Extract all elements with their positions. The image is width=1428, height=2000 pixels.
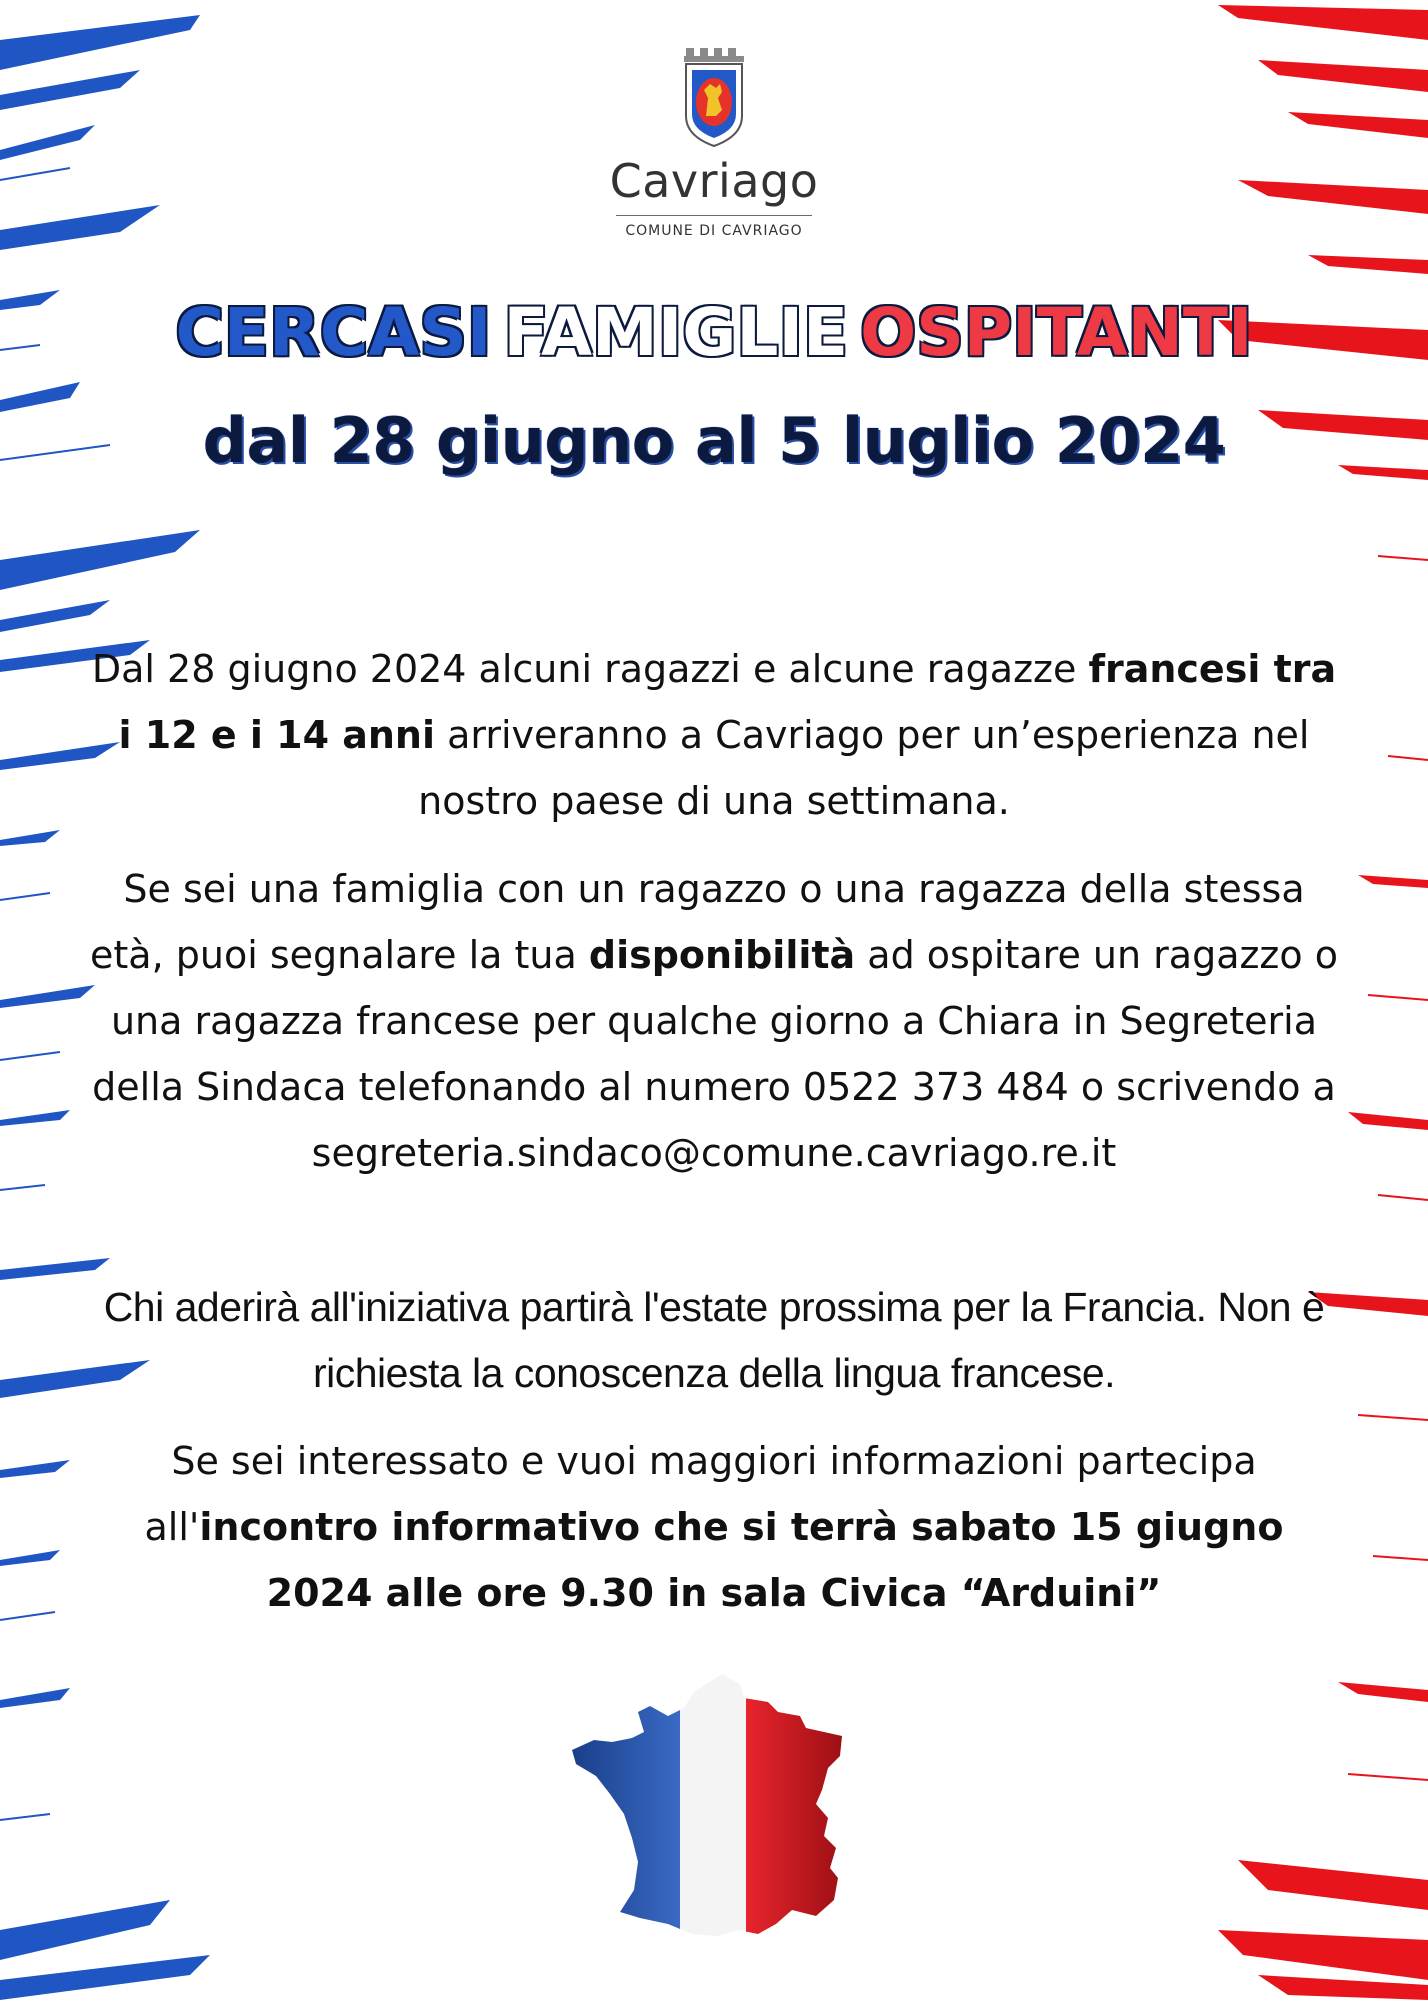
- paragraph-intro-text-b: arriveranno a Cavriago per un’esperienza nel nostro paese di una settimana.: [418, 713, 1310, 823]
- headline: [0, 294, 1428, 371]
- paragraph-next-summer: Chi aderirà all'iniziativa partirà l'estate prossima per la Francia. Non è richiesta la conoscenza della lingua francese.: [103, 1284, 1325, 1396]
- paragraph-intro: [90, 636, 1338, 834]
- paragraph-intro-bold: francesi tra i 12 e i 14 anni: [118, 647, 1337, 757]
- paragraph-availability-text-b: ad ospitare un ragazzo o una ragazza francese per qualche giorno a Chiara in Segreteria della Sindaca telefonando al numero 0522 373 484 o scrivendo a segreteria.sindaco@comune.cavriago.re.it: [92, 933, 1338, 1175]
- paragraph-availability-text-a: Se sei una famiglia con un ragazzo o una ragazza della stessa età, puoi segnalare la tua: [90, 867, 1305, 977]
- france-flag-map-icon: [572, 1672, 846, 1942]
- lion-crest-icon: [680, 44, 748, 150]
- paragraph-meeting-text-a: Se sei interessato e vuoi maggiori informazioni partecipa all': [144, 1439, 1257, 1549]
- headline-dates: dal 28 giugno al 5 luglio 2024: [202, 404, 1226, 477]
- paragraph-meeting-bold: incontro informativo che si terrà sabato 15 giugno 2024 alle ore 9.30 in sala Civica “Arduini”: [199, 1505, 1284, 1615]
- logo-divider: [616, 215, 812, 216]
- headline-word-cercasi: CERCASI: [175, 294, 492, 371]
- paragraph-availability: [90, 856, 1338, 1186]
- paragraph-availability-bold: disponibilità: [588, 933, 856, 977]
- headline-word-ospitanti: OSPITANTI: [860, 294, 1253, 371]
- headline-word-famiglie: FAMIGLIE: [503, 294, 849, 371]
- logo-title: Cavriago: [609, 154, 819, 208]
- logo-subtitle: COMUNE DI CAVRIAGO: [625, 222, 803, 239]
- paragraph-intro-text-a: Dal 28 giugno 2024 alcuni ragazzi e alcune ragazze: [91, 647, 1089, 691]
- paragraph-meeting: [90, 1428, 1338, 1626]
- municipality-logo: [0, 44, 1428, 239]
